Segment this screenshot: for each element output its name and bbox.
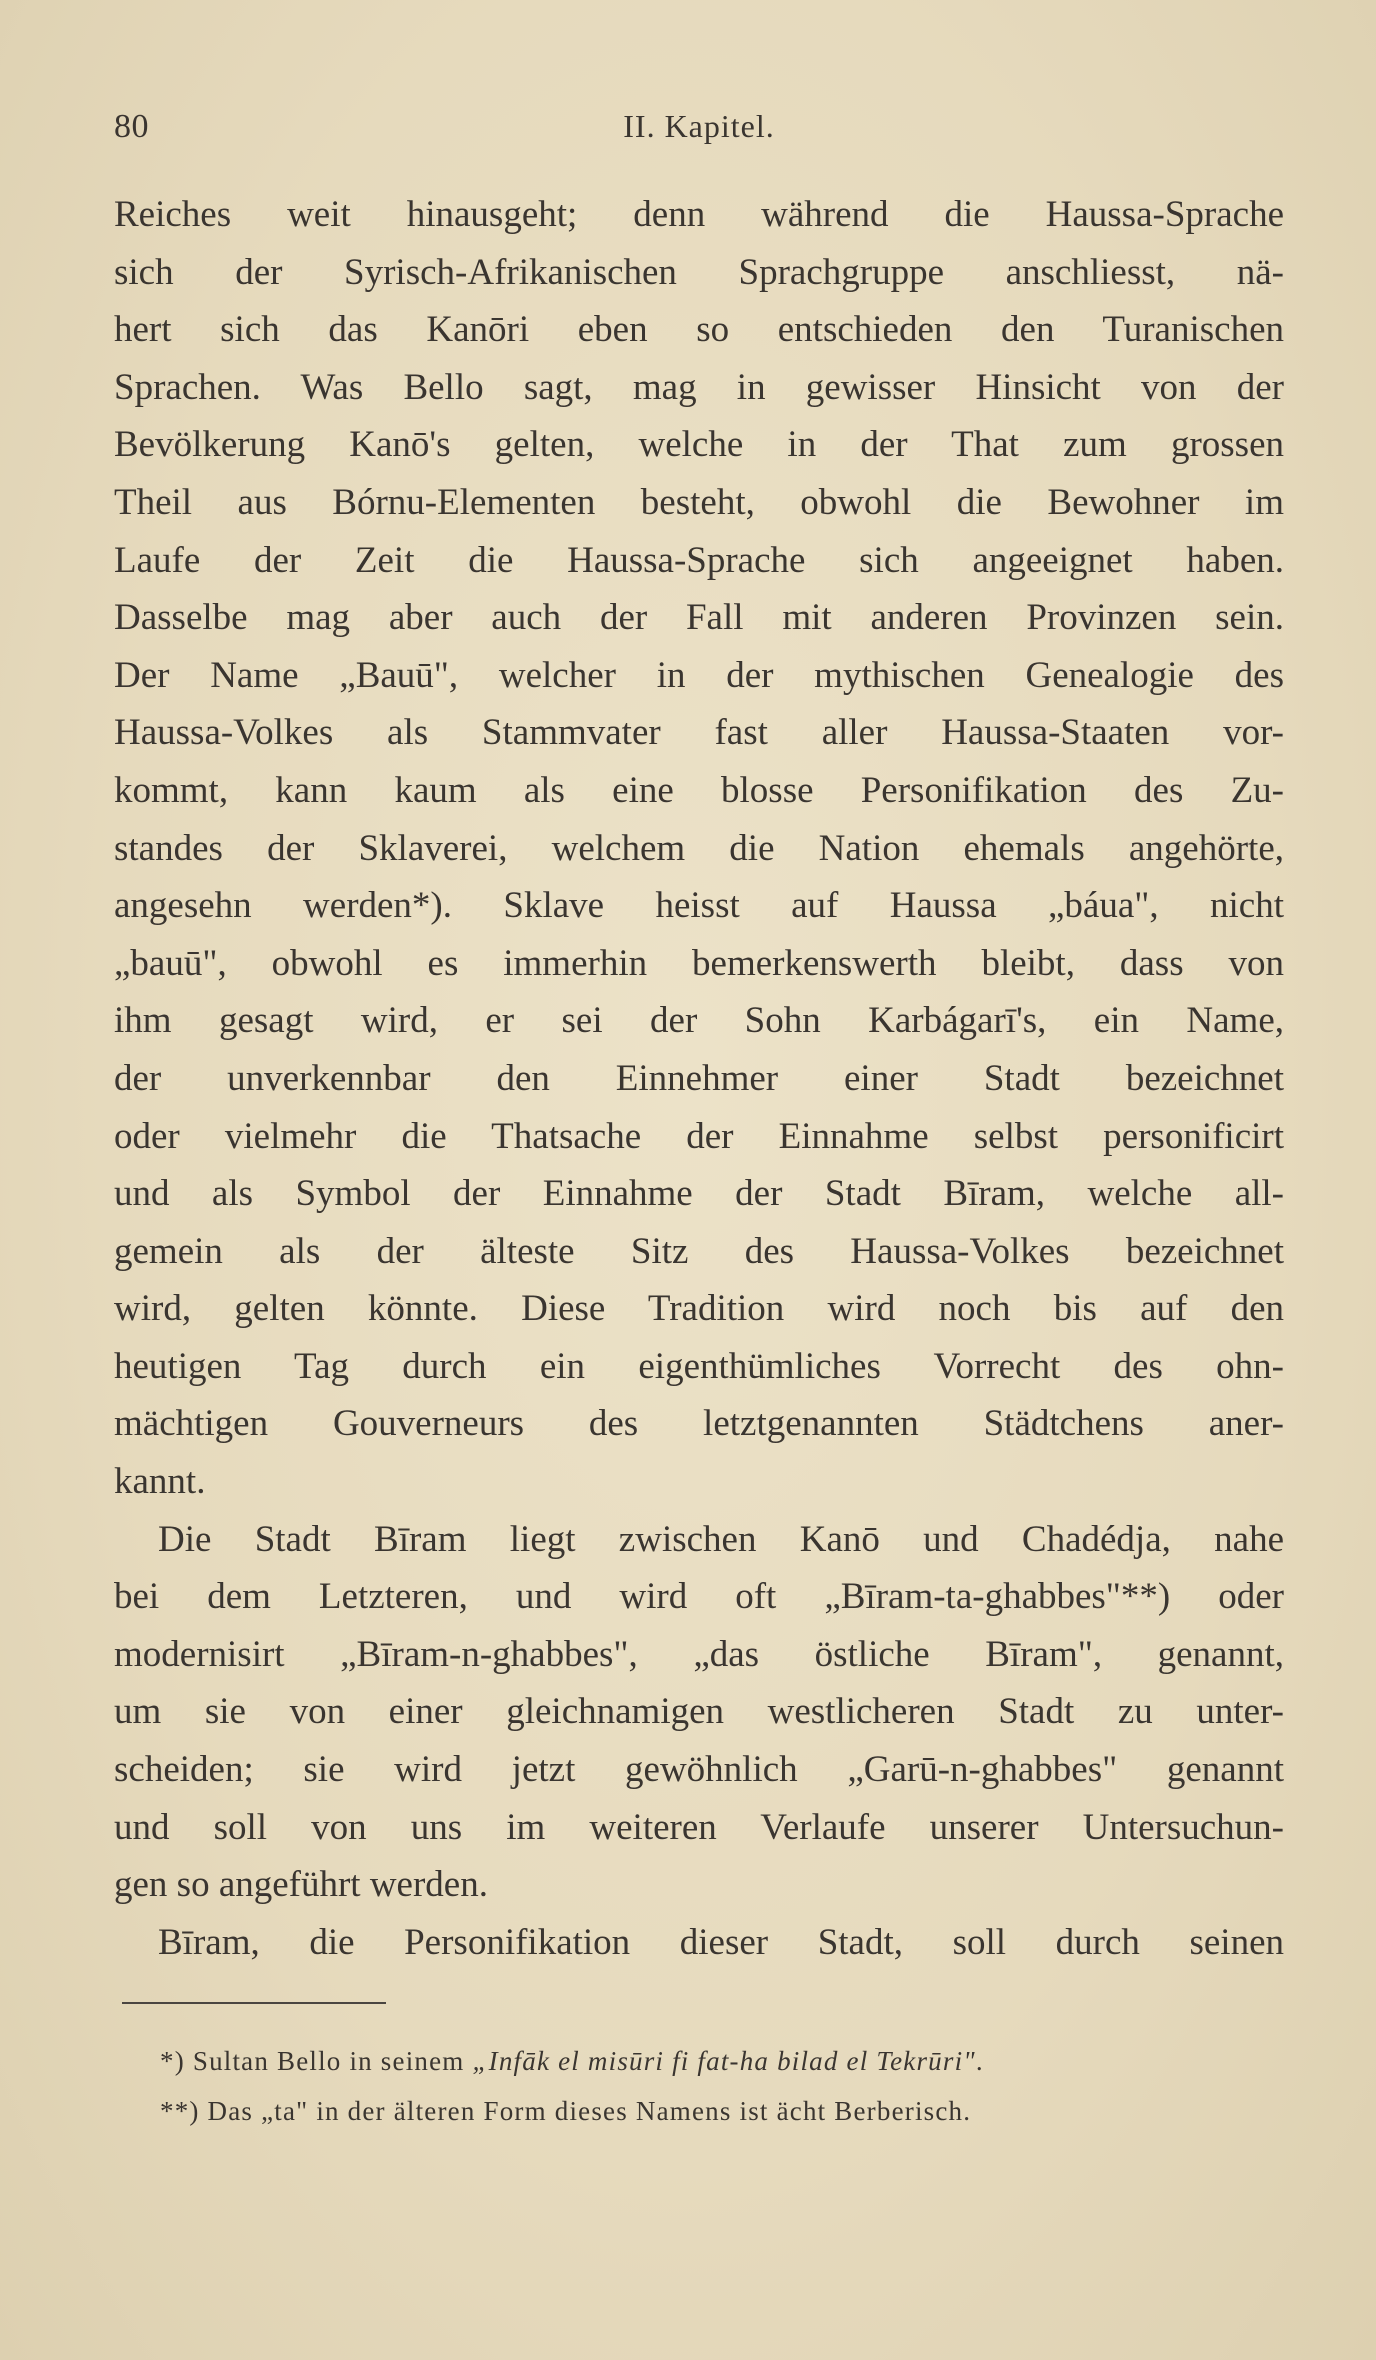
footnote-text: Sultan Bello in seinem bbox=[184, 2046, 473, 2076]
text-line: gemein als der älteste Sitz des Haussa-Volkes bezeichnet bbox=[114, 1230, 1284, 1272]
text-line: Der Name „Bauū", welcher in der mythischen Genealogie des bbox=[114, 654, 1284, 696]
footnote-text: Das „ta" in der älteren Form dieses Namens ist ächt Berberisch. bbox=[199, 2096, 972, 2126]
footnote-marker: **) bbox=[160, 2096, 200, 2126]
running-head bbox=[114, 108, 1284, 158]
text-line: Dasselbe mag aber auch der Fall mit anderen Provinzen sein. bbox=[114, 597, 1284, 639]
chapter-title: II. Kapitel. bbox=[623, 108, 775, 144]
text-line: der unverkennbar den Einnehmer einer Stadt bezeichnet bbox=[114, 1057, 1284, 1099]
text-line: oder vielmehr die Thatsache der Einnahme selbst personificirt bbox=[114, 1115, 1284, 1157]
text-line: scheiden; sie wird jetzt gewöhnlich „Garū-n-ghabbes" genannt bbox=[114, 1749, 1284, 1791]
footnote-divider bbox=[122, 2002, 386, 2004]
text-line: Die Stadt Bīram liegt zwischen Kanō und Chadédja, nahe bbox=[158, 1518, 1284, 1560]
text-line: ihm gesagt wird, er sei der Sohn Karbágarī's, ein Name, bbox=[114, 1000, 1284, 1042]
text-line: sich der Syrisch-Afrikanischen Sprachgruppe anschliesst, nä- bbox=[114, 251, 1284, 293]
text-line: heutigen Tag durch ein eigenthümliches Vorrecht des ohn- bbox=[114, 1345, 1284, 1387]
footnote bbox=[160, 2086, 1280, 2136]
text-line: und als Symbol der Einnahme der Stadt Bīram, welche all- bbox=[114, 1173, 1284, 1215]
text-line: Bevölkerung Kanō's gelten, welche in der That zum grossen bbox=[114, 424, 1284, 466]
text-line: Sprachen. Was Bello sagt, mag in gewisser Hinsicht von der bbox=[114, 366, 1284, 408]
text-line: „bauū", obwohl es immerhin bemerkenswerth bleibt, dass von bbox=[114, 942, 1284, 984]
text-line: kannt. bbox=[114, 1461, 206, 1503]
footnotes bbox=[160, 2036, 1280, 2136]
text-line: Laufe der Zeit die Haussa-Sprache sich angeeignet haben. bbox=[114, 539, 1284, 581]
text-line: um sie von einer gleichnamigen westlicheren Stadt zu unter- bbox=[114, 1691, 1284, 1733]
footnote-text-end: . bbox=[975, 2046, 984, 2076]
footnote-marker: *) bbox=[160, 2046, 185, 2076]
body-text bbox=[114, 186, 1284, 1971]
text-line: modernisirt „Bīram-n-ghabbes", „das östliche Bīram", genannt, bbox=[114, 1633, 1284, 1675]
footnote-title: „Infāk el misūri fi fat-ha bilad el Tekrūri" bbox=[472, 2046, 976, 2076]
text-line: gen so angeführt werden. bbox=[114, 1864, 488, 1906]
text-line: Haussa-Volkes als Stammvater fast aller Haussa-Staaten vor- bbox=[114, 712, 1284, 754]
text-line: mächtigen Gouverneurs des letztgenannten Städtchens aner- bbox=[114, 1403, 1284, 1445]
text-line: kommt, kann kaum als eine blosse Personifikation des Zu- bbox=[114, 769, 1284, 811]
page-number: 80 bbox=[114, 108, 149, 145]
text-line: bei dem Letzteren, und wird oft „Bīram-ta-ghabbes"**) oder bbox=[114, 1576, 1284, 1618]
footnote bbox=[160, 2036, 1280, 2086]
text-line: und soll von uns im weiteren Verlaufe unserer Untersuchun- bbox=[114, 1806, 1284, 1848]
text-line: wird, gelten könnte. Diese Tradition wird noch bis auf den bbox=[114, 1288, 1284, 1330]
text-line: Theil aus Bórnu-Elementen besteht, obwohl die Bewohner im bbox=[114, 481, 1284, 523]
text-line: Reiches weit hinausgeht; denn während die Haussa-Sprache bbox=[114, 194, 1284, 235]
text-line: standes der Sklaverei, welchem die Nation ehemals angehörte, bbox=[114, 827, 1284, 869]
text-line: Bīram, die Personifikation dieser Stadt, soll durch seinen bbox=[158, 1921, 1284, 1963]
text-line: angesehn werden*). Sklave heisst auf Haussa „báua", nicht bbox=[114, 885, 1284, 927]
text-line: hert sich das Kanōri eben so entschieden den Turanischen bbox=[114, 309, 1284, 351]
